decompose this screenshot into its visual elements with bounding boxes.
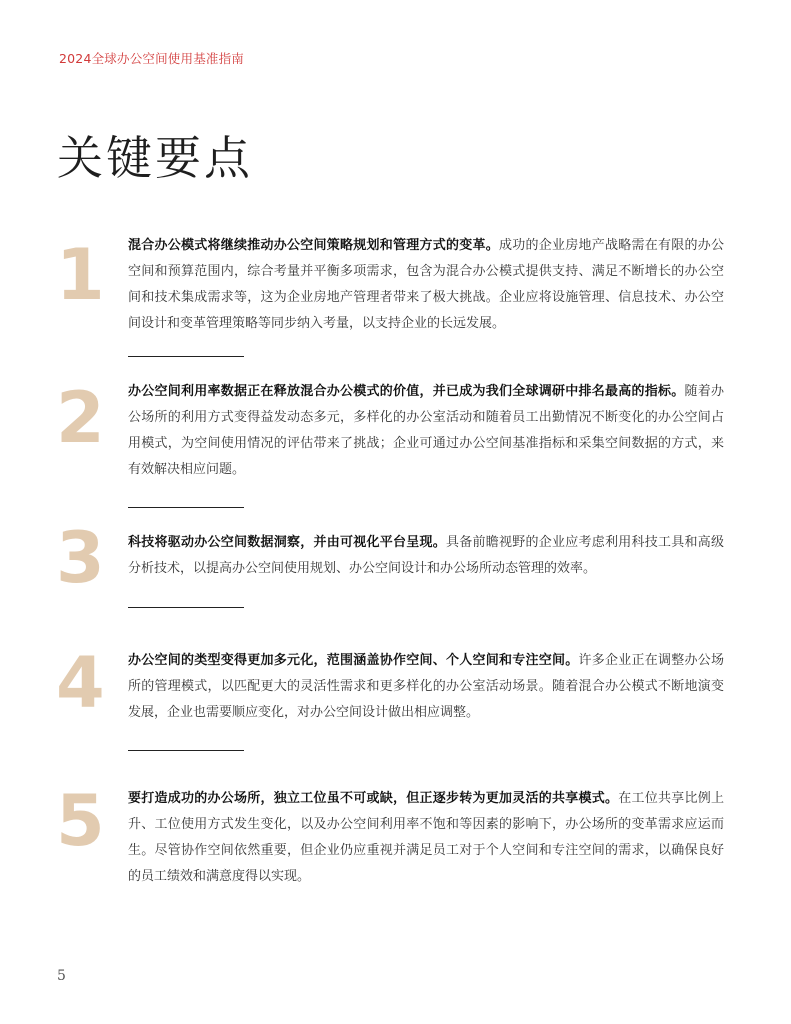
point-number: 4 — [56, 642, 105, 724]
point-text — [128, 233, 724, 337]
page-title: 关键要点 — [57, 131, 253, 185]
point-number: 2 — [56, 377, 105, 459]
point-lead: 办公空间利用率数据正在释放混合办公模式的价值，并已成为我们全球调研中排名最高的指标。 — [128, 384, 685, 399]
point-body: 随着办公场所的利用方式变得益发动态多元，多样化的办公室活动和随着员工出勤情况不断变化的办公空间占用模式，为空间使用情况的评估带来了挑战；企业可通过办公空间基准指标和采集空间数据的方式，来有效解决相应问题。 — [128, 384, 724, 477]
point-text — [128, 648, 724, 726]
divider-rule — [128, 750, 244, 751]
point-number: 3 — [56, 517, 105, 599]
point-text — [128, 786, 724, 890]
point-lead: 办公空间的类型变得更加多元化，范围涵盖协作空间、个人空间和专注空间。 — [128, 653, 579, 668]
point-lead: 要打造成功的办公场所，独立工位虽不可或缺，但正逐步转为更加灵活的共享模式。 — [128, 791, 619, 806]
page-number: 5 — [57, 968, 66, 984]
divider-rule — [128, 507, 244, 508]
point-lead: 科技将驱动办公空间数据洞察，并由可视化平台呈现。 — [128, 535, 446, 550]
point-number: 5 — [56, 780, 105, 862]
point-text — [128, 379, 724, 483]
point-lead: 混合办公模式将继续推动办公空间策略规划和管理方式的变革。 — [128, 238, 499, 253]
point-body: 在工位共享比例上升、工位使用方式发生变化，以及办公空间利用率不饱和等因素的影响下，办公场所的变革需求应运而生。尽管协作空间依然重要，但企业仍应重视并满足员工对于个人空间和专注空间的需求，以确保良好的员工绩效和满意度得以实现。 — [128, 791, 724, 884]
divider-rule — [128, 607, 244, 608]
point-body: 成功的企业房地产战略需在有限的办公空间和预算范围内，综合考量并平衡多项需求，包含为混合办公模式提供支持、满足不断增长的办公空间和技术集成需求等，这为企业房地产管理者带来了极大挑战。企业应将设施管理、信息技术、办公空间设计和变革管理策略等同步纳入考量，以支持企业的长远发展。 — [128, 238, 724, 331]
document-header-title: 2024全球办公空间使用基准指南 — [59, 51, 245, 66]
point-body: 具备前瞻视野的企业应考虑利用科技工具和高级分析技术，以提高办公空间使用规划、办公空间设计和办公场所动态管理的效率。 — [128, 535, 724, 576]
point-number: 1 — [56, 234, 105, 316]
divider-rule — [128, 356, 244, 357]
point-text — [128, 530, 724, 582]
point-body: 许多企业正在调整办公场所的管理模式，以匹配更大的灵活性需求和更多样化的办公室活动场景。随着混合办公模式不断地演变发展，企业也需要顺应变化，对办公空间设计做出相应调整。 — [128, 653, 724, 720]
